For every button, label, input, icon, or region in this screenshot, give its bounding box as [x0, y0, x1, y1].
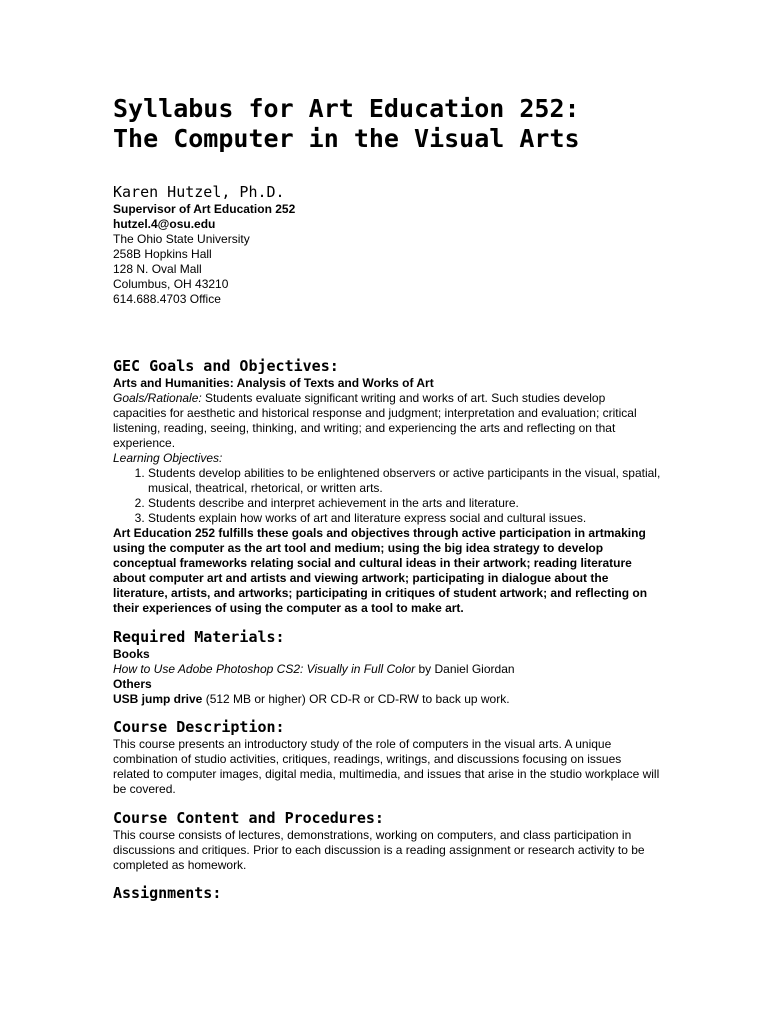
contact-block — [113, 202, 661, 307]
assignments-heading: Assignments: — [113, 884, 222, 902]
book-title: How to Use Adobe Photoshop CS2: Visually in Full Color — [113, 662, 416, 676]
content-heading: Course Content and Procedures: — [113, 809, 384, 827]
rationale-text: Students evaluate significant writing and works of art. Such studies develop capacities for aesthetic and historical response and judgment; interpretation and evaluation; critical listening, reading, seeing, thinking, and writing; and experiencing the arts and reflecting on that experience. — [113, 391, 637, 450]
description-text: This course presents an introductory study of the role of computers in the visual arts. A unique combination of studio activities, critiques, readings, writings, and discussions focusing on issues related to computer images, digital media, multimedia, and issues that arise in the studio workplace will be covered. — [113, 737, 660, 796]
author-role: Supervisor of Art Education 252 — [113, 202, 296, 216]
objective-item: 3. Students explain how works of art and literature express social and cultural issues. — [148, 511, 661, 526]
content-text: This course consists of lectures, demonstrations, working on computers, and class participation in discussions and critiques. Prior to each discussion is a reading assignment or research activity to be completed as homework. — [113, 828, 645, 872]
address-line: The Ohio State University — [113, 232, 250, 246]
gec-subheading: Arts and Humanities: Analysis of Texts and Works of Art — [113, 376, 434, 390]
book-entry — [113, 662, 661, 677]
others-label: Others — [113, 677, 152, 691]
other-item: USB jump drive — [113, 692, 203, 706]
address-line: 258B Hopkins Hall — [113, 247, 212, 261]
gec-fulfillment: Art Education 252 fulfills these goals and objectives through active participation in artmaking using the computer as the art tool and medium; using the big idea strategy to develop conceptual frameworks relating social and cultural ideas in their artwork; reading literature about computer art and artists and viewing artwork; participating in dialogue about the literature, artists, and artworks; participating in critiques of student artwork; and reflecting on their experiences of using the computer as a tool to make art. — [113, 526, 648, 615]
objective-item: 2. Students describe and interpret achievement in the arts and literature. — [148, 496, 661, 511]
objectives-list — [113, 466, 661, 526]
book-author: by Daniel Giordan — [415, 662, 515, 676]
address-line: Columbus, OH 43210 — [113, 277, 229, 291]
author-name: Karen Hutzel, Ph.D. — [113, 183, 285, 201]
content-section — [113, 809, 661, 873]
gec-section — [113, 357, 661, 616]
page-title — [113, 94, 661, 154]
title-line-1: Syllabus for Art Education 252: — [113, 94, 580, 123]
phone-line: 614.688.4703 Office — [113, 292, 221, 306]
description-section — [113, 718, 661, 797]
other-entry — [113, 692, 661, 707]
books-label: Books — [113, 647, 150, 661]
materials-section — [113, 628, 661, 707]
rationale-label: Goals/Rationale: — [113, 391, 202, 405]
assignments-section — [113, 884, 661, 903]
description-heading: Course Description: — [113, 718, 285, 736]
objectives-label: Learning Objectives: — [113, 451, 223, 465]
gec-heading: GEC Goals and Objectives: — [113, 357, 339, 375]
author-email: hutzel.4@osu.edu — [113, 217, 216, 231]
syllabus-page — [113, 94, 661, 903]
materials-heading: Required Materials: — [113, 628, 285, 646]
title-line-2: The Computer in the Visual Arts — [113, 124, 580, 153]
address-line: 128 N. Oval Mall — [113, 262, 202, 276]
objective-item: 1. Students develop abilities to be enlightened observers or active participants in the visual, spatial, musical, theatrical, rhetorical, or written arts. — [148, 466, 661, 496]
gec-rationale — [113, 391, 661, 451]
other-detail: (512 MB or higher) OR CD-R or CD-RW to back up work. — [202, 692, 510, 706]
